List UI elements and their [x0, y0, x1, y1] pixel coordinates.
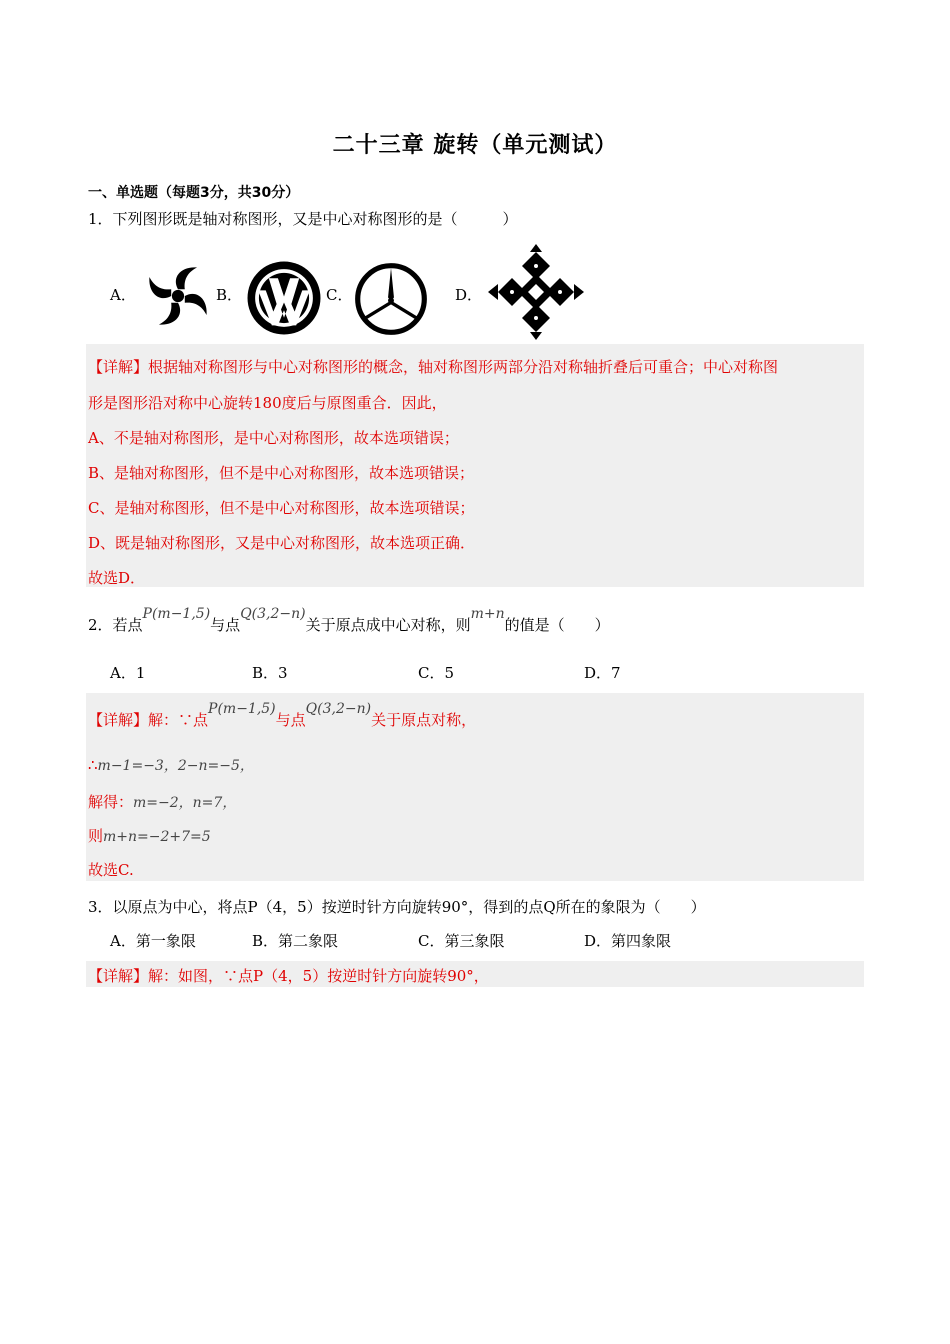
q2-end: 的值是（ ） — [504, 616, 610, 634]
q2-tail: 关于原点成中心对称，则 — [305, 616, 471, 634]
answer-line — [88, 701, 477, 730]
point-q-formula: Q(3,2−n) — [305, 701, 372, 717]
q3-option-d: D．第四象限 — [584, 932, 672, 950]
answer-tag: 【详解】 — [88, 358, 149, 376]
answer-line: D、既是轴对称图形，又是中心对称图形，故本选项正确． — [88, 534, 476, 552]
question-1-answer-box — [86, 344, 864, 587]
option-b-label: B． — [216, 286, 243, 304]
answer-line: C、是轴对称图形，但不是中心对称图形，故本选项错误； — [88, 499, 475, 517]
point-q-formula: Q(3,2−n) — [240, 606, 306, 622]
answer-line: A、不是轴对称图形，是中心对称图形，故本选项错误； — [88, 429, 459, 447]
question-1-stem: 1．下列图形既是轴对称图形，又是中心对称图形的是（ ） — [88, 210, 518, 228]
answer-line — [88, 965, 489, 986]
answer-line — [88, 755, 254, 775]
equation: m+n=−2+7=5 — [103, 829, 211, 845]
answer-line: 形是图形沿对称中心旋转180度后与原图重合．因此， — [88, 394, 447, 412]
q3-option-b: B．第二象限 — [252, 932, 339, 950]
q3-option-a: A．第一象限 — [110, 932, 196, 950]
answer-tag: 【详解】 — [88, 967, 149, 985]
equation: m=−2，n=7， — [133, 795, 237, 811]
answer-text: 则 — [88, 827, 104, 845]
question-3-answer-box — [86, 961, 864, 987]
section-heading: 一、单选题（每题3分，共30分） — [88, 185, 300, 201]
answer-line: 故选C. — [88, 861, 134, 879]
q2-mid: 与点 — [210, 616, 241, 634]
q2-num: 2．若点 — [88, 616, 143, 634]
answer-text: 解：如图，∵点P（4，5）按逆时针方向旋转90°， — [148, 967, 489, 985]
answer-text: ∴ — [88, 756, 98, 774]
q2-option-d: D．7 — [584, 664, 621, 682]
vw-logo-icon — [246, 260, 322, 336]
answer-line — [88, 356, 778, 377]
question-3-stem: 3．以原点为中心，将点P（4，5）按逆时针方向旋转90°，得到的点Q所在的象限为（ ） — [88, 898, 706, 916]
answer-line: B、是轴对称图形，但不是中心对称图形，故本选项错误； — [88, 464, 475, 482]
answer-text: 关于原点对称， — [371, 711, 477, 729]
answer-tag: 【详解】 — [88, 711, 149, 729]
answer-line — [88, 791, 236, 812]
answer-text: 与点 — [275, 711, 306, 729]
answer-line: 故选D． — [88, 569, 146, 587]
option-d-label: D． — [455, 286, 483, 304]
point-p-formula: P(m−1,5) — [208, 701, 276, 717]
q2-option-c: C．5 — [418, 664, 455, 682]
mercedes-logo-icon — [354, 262, 428, 336]
question-2-answer-box — [86, 693, 864, 881]
cross-diamond-logo-icon — [484, 244, 588, 340]
q2-option-b: B．3 — [252, 664, 288, 682]
point-p-formula: P(m−1,5) — [142, 606, 211, 622]
question-2-stem — [88, 606, 610, 635]
answer-line — [88, 825, 211, 846]
option-c-label: C． — [326, 286, 353, 304]
answer-text: 解：∵点 — [148, 711, 209, 729]
answer-text: 解得： — [88, 793, 134, 811]
pinwheel-logo-icon — [144, 262, 212, 330]
option-a-label: A． — [110, 286, 136, 304]
m-plus-n-formula: m+n — [470, 606, 505, 622]
q3-option-c: C．第三象限 — [418, 932, 505, 950]
page-title: 二十三章 旋转（单元测试） — [332, 133, 618, 158]
q2-option-a: A．1 — [110, 664, 146, 682]
question-1-options — [0, 240, 950, 340]
equation: m−1=−3，2−n=−5， — [97, 758, 254, 774]
answer-text: 根据轴对称图形与中心对称图形的概念，轴对称图形两部分沿对称轴折叠后可重合；中心对称图 — [148, 358, 779, 376]
